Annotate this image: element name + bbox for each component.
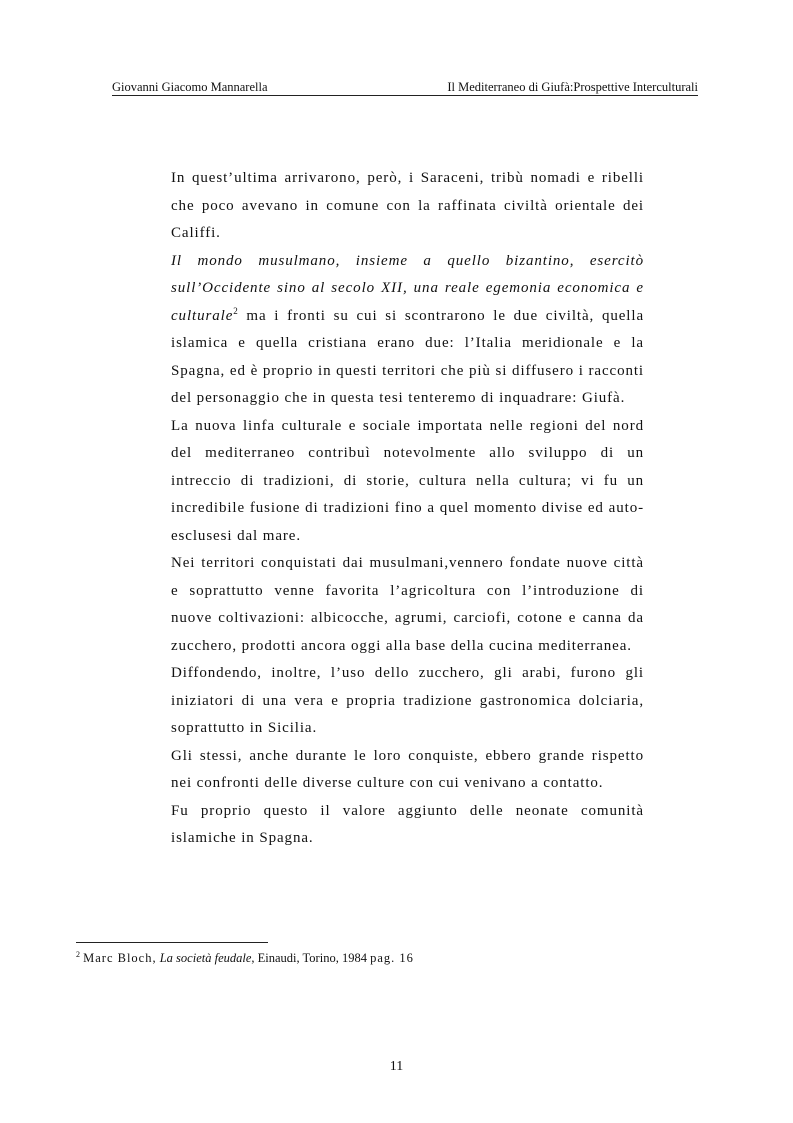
paragraph-6: Gli stessi, anche durante le loro conquiste, ebbero grande rispetto nei confronti delle diverse culture con cui venivano a contatto.	[171, 747, 644, 791]
header-author: Giovanni Giacomo Mannarella	[112, 80, 268, 94]
paragraph-4: Nei territori conquistati dai musulmani,vennero fondate nuove città e soprattutto venne favorita l’agricoltura con l’introduzione di nuove coltivazioni: albicocche, agrumi, carciofi, cotone e canna da zucchero, prodotti ancora oggi alla base della cucina mediterranea.	[171, 555, 644, 654]
quoted-text-italic: Il mondo musulmano, insieme a quello bizantino, esercitò sull’Occidente sino al secolo XII, una reale egemonia economica e culturale	[171, 252, 644, 324]
footnote-book-title: La società feudale	[159, 951, 252, 965]
paragraph-1: In quest’ultima arrivarono, però, i Saraceni, tribù nomadi e ribelli che poco avevano in comune con la raffinata civiltà orientale dei Califfi.	[171, 170, 644, 241]
paragraph-3: La nuova linfa culturale e sociale importata nelle regioni del nord del mediterraneo contribuì notevolmente allo sviluppo di un intreccio di tradizioni, di storie, cultura nella cultura; vi fu un incredibile fusione di tradizioni fino a quel momento divise ed auto-esclusesi dal mare.	[171, 417, 644, 544]
footnote-reference: 2	[233, 305, 239, 316]
paragraph-7: Fu proprio questo il valore aggiunto delle neonate comunità islamiche in Spagna.	[171, 802, 644, 846]
page-number: 11	[389, 1059, 404, 1074]
running-header	[112, 79, 698, 96]
paragraph-2	[171, 248, 644, 413]
footnote-author: Marc Bloch,	[83, 951, 157, 965]
paragraph-5: Diffondendo, inoltre, l’uso dello zucchero, gli arabi, furono gli iniziatori di una vera e propria tradizione gastronomica dolciaria, soprattutto in Sicilia.	[171, 665, 644, 736]
footnote-divider	[76, 942, 268, 943]
footnote-details: , Einaudi, Torino, 1984	[251, 951, 367, 965]
footnote	[76, 950, 414, 966]
footnote-page: pag. 16	[370, 951, 414, 965]
header-title: Il Mediterraneo di Giufà:Prospettive Interculturali	[447, 80, 698, 94]
main-text	[171, 165, 644, 853]
paragraph-2-rest: ma i fronti su cui si scontrarono le due civiltà, quella islamica e quella cristiana erano due: l’Italia meridionale e la Spagna, ed è proprio in questi territori che più si diffusero i racconti del personaggio che in questa tesi tenteremo di inquadrare: Giufà.	[171, 307, 644, 406]
footnote-number: 2	[76, 950, 80, 959]
